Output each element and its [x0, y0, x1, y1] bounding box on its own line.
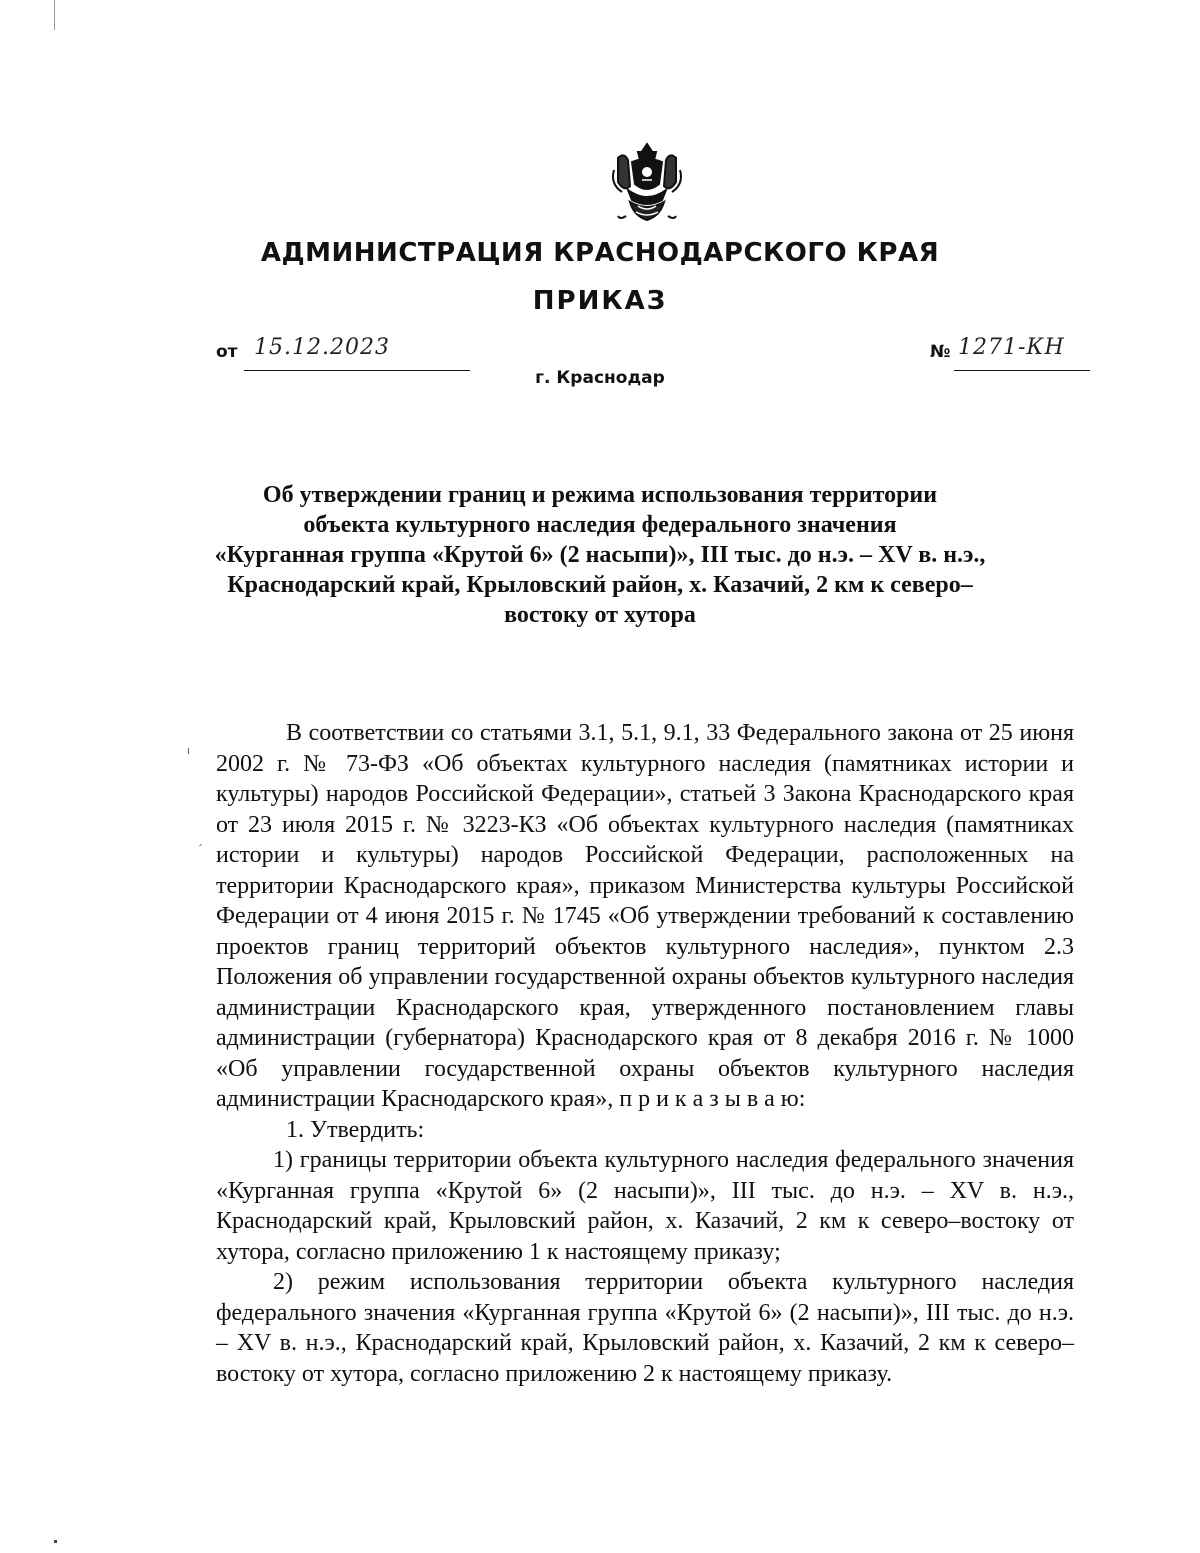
subpoint-2: 2) режим использования территории объекта культурного наследия федерального значения «Курганная группа «Крутой 6» (2 насыпи)», III тыс. до н.э. – XV в. н.э., Краснодарский край, Крыловский район, х. Казачий, 2 км к северо–востоку от хутора, согласно приложению 2 к настоящему приказу.	[216, 1269, 1074, 1387]
number-handwritten: 1271-КН	[958, 335, 1065, 360]
margin-mark: ˊ	[198, 843, 203, 858]
organization-name: АДМИНИСТРАЦИЯ КРАСНОДАРСКОГО КРАЯ	[260, 238, 940, 268]
title-line: Об утверждении границ и режима использования территории	[262, 482, 938, 508]
document-body	[216, 718, 1074, 1389]
document-title	[180, 480, 1020, 630]
title-line: объекта культурного наследия федерального значения	[303, 512, 897, 538]
title-line: Краснодарский край, Крыловский район, х. Казачий, 2 км к северо–	[227, 572, 973, 598]
coat-of-arms-icon	[608, 140, 686, 224]
title-line: востоку от хутора	[504, 602, 696, 628]
scan-corner-mark	[54, 1540, 57, 1543]
document-type: ПРИКАЗ	[532, 286, 668, 316]
city: г. Краснодар	[535, 368, 665, 388]
title-line: «Курганная группа «Крутой 6» (2 насыпи)», III тыс. до н.э. – XV в. н.э.,	[214, 542, 986, 568]
number-prefix: №	[930, 342, 951, 362]
preamble-paragraph: В соответствии со статьями 3.1, 5.1, 9.1, 33 Федерального закона от 25 июня 2002 г. № 73-ФЗ «Об объектах культурного наследия (памятниках истории и культуры) народов Российской Федерации», статьей 3 Закона Краснодарского края от 23 июля 2015 г. № 3223-КЗ «Об объектах культурного наследия (памятниках истории и культуры) народов Российской Федерации, расположенных на территории Краснодарского края», приказом Министерства культуры Российской Федерации от 4 июня 2015 г. № 1745 «Об утверждении требований к составлению проектов границ территорий объектов культурного наследия», пунктом 2.3 Положения об управлении государственной охраны объектов культурного наследия администрации Краснодарского края, утвержденного постановлением главы администрации (губернатора) Краснодарского края от 8 декабря 2016 г. № 1000 «Об управлении государственной охраны объектов культурного наследия администрации Краснодарского края», п р и к а з ы в а ю:	[216, 720, 1074, 1112]
scan-edge-mark	[54, 0, 55, 30]
margin-tick	[188, 748, 189, 754]
date-handwritten: 15.12.2023	[254, 335, 390, 360]
point-1: 1. Утвердить:	[286, 1116, 425, 1143]
subpoint-1: 1) границы территории объекта культурного наследия федерального значения «Курганная группа «Крутой 6» (2 насыпи)», III тыс. до н.э. – XV в. н.э., Краснодарский край, Крыловский район, х. Казачий, 2 км к северо–востоку от хутора, согласно приложению 1 к настоящему приказу;	[216, 1147, 1074, 1265]
date-prefix: от	[216, 342, 238, 362]
